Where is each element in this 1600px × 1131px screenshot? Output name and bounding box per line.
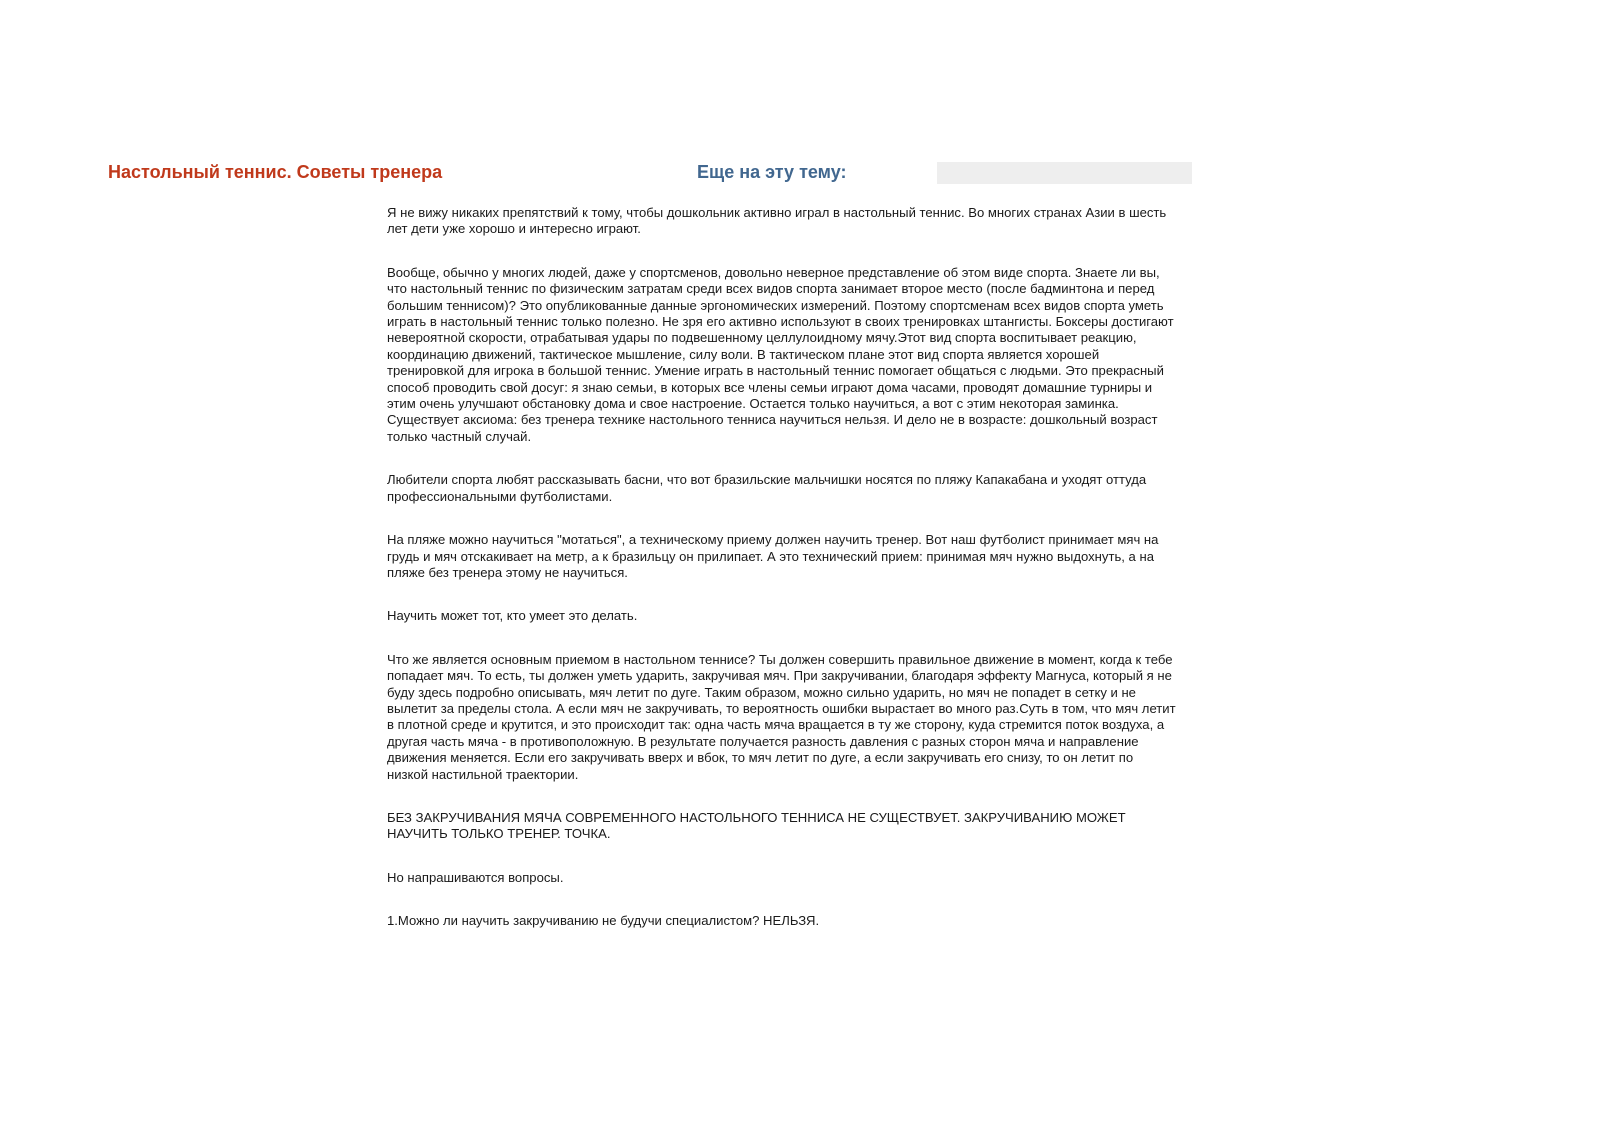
article-paragraph: Научить может тот, кто умеет это делать. bbox=[387, 608, 638, 624]
article-body bbox=[387, 205, 1177, 957]
article-paragraph: На пляже можно научиться "мотаться", а техническому приему должен научить тренер. Вот наш футболист принимает мяч на грудь и мяч отскакивает на метр, а к бразильцу он прилипает. А это технический прием: принимая мяч нужно выдохнуть, а на пляже без тренера этому не научиться. bbox=[387, 532, 1159, 580]
article-paragraph: Я не вижу никаких препятствий к тому, чтобы дошкольник активно играл в настольный теннис. Во многих странах Азии в шесть лет дети уже хорошо и интересно играют. bbox=[387, 205, 1167, 237]
article-paragraph: Что же является основным приемом в настольном теннисе? Ты должен совершить правильное движение в момент, когда к тебе попадает мяч. То есть, ты должен уметь ударить, закручивая мяч. При закручивании, благодаря эффекту Магнуса, который я не буду здесь подробно описывать, мяч летит по дуге. Таким образом, можно сильно ударить, но мяч не попадет в сетку и не вылетит за пределы стола. А если мяч не закручивать, то вероятность ошибки вырастает во много раз.Суть в том, что мяч летит в плотной среде и крутится, и это происходит так: одна часть мяча вращается в ту же сторону, куда стремится поток воздуха, а другая часть мяча - в противоположную. В результате получается разность давления с разных сторон мяча и направление движения меняется. Если его закручивать вверх и вбок, то мяч летит по дуге, а если закручивать его снизу, то он летит по низкой настильной траектории. bbox=[387, 651, 1176, 782]
article-paragraph: БЕЗ ЗАКРУЧИВАНИЯ МЯЧА СОВРЕМЕННОГО НАСТОЛЬНОГО ТЕННИСА НЕ СУЩЕСТВУЕТ. ЗАКРУЧИВАНИЮ МОЖЕТ НАУЧИТЬ ТОЛЬКО ТРЕНЕР. ТОЧКА. bbox=[387, 809, 1126, 842]
related-articles-box[interactable] bbox=[937, 162, 1192, 184]
related-articles-heading: Еще на эту тему: bbox=[697, 162, 847, 182]
article-paragraph: Любители спорта любят рассказывать басни, что вот бразильские мальчишки носятся по пляжу Капакабана и уходят оттуда профессиональными футболистами. bbox=[387, 472, 1147, 504]
page-title: Настольный теннис. Советы тренера bbox=[108, 162, 443, 182]
article-paragraph: Вообще, обычно у многих людей, даже у спортсменов, довольно неверное представление об этом виде спорта. Знаете ли вы, что настольный теннис по физическим затратам среди всех видов спорта занимает второе место (после бадминтона и перед большим теннисом)? Это опубликованные данные эргономических измерений. Поэтому спортсменам всех видов спорта уметь играть в настольный теннис только полезно. Не зря его активно используют в своих тренировках штангисты. Боксеры достигают невероятной скорости, отрабатывая удары по подвешенному целлулоидному мячу.Этот вид спорта воспитывает реакцию, координацию движений, тактическое мышление, силу воли. В тактическом плане этот вид спорта является хорошей тренировкой для игрока в большой теннис. Умение играть в настольный теннис помогает общаться с людьми. Это прекрасный способ проводить свой досуг: я знаю семьи, в которых все члены семьи играют дома часами, проводят домашние турниры и этим очень улучшают обстановку дома и свое настроение. Остается только научиться, а вот с этим некоторая заминка. Существует аксиома: без тренера технике настольного тенниса научиться нельзя. И дело не в возрасте: дошкольный возраст только частный случай. bbox=[387, 264, 1174, 444]
article-paragraph: 1.Можно ли научить закручиванию не будучи специалистом? НЕЛЬЗЯ. bbox=[387, 913, 820, 929]
article-paragraph: Но напрашиваются вопросы. bbox=[387, 869, 564, 885]
